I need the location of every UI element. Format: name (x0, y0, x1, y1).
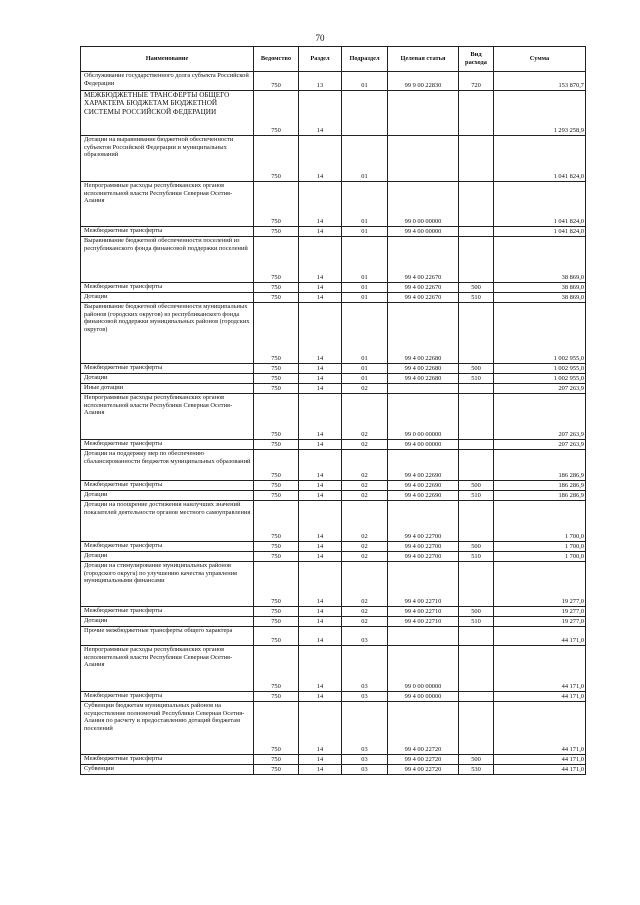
row-department: 750 (254, 755, 299, 765)
row-expense-type (459, 562, 494, 607)
row-target-article: 99 4 00 22690 (388, 450, 459, 481)
row-name: Субвенции бюджетам муниципальных районов на осуществление полномочий Республики Северная Осетия-Алания по расчету и предоставлению дотаций бюджетам поселений (81, 702, 254, 755)
row-expense-type: 500 (459, 607, 494, 617)
row-name: Непрограммные расходы республиканских органов исполнительной власти Республики Северная Осетия-Алания (81, 394, 254, 440)
row-section: 14 (299, 542, 342, 552)
table-row (81, 293, 586, 303)
row-subsection: 02 (342, 542, 388, 552)
row-section: 14 (299, 364, 342, 374)
header-section: Раздел (299, 47, 342, 72)
row-name: Непрограммные расходы республиканских органов исполнительной власти Республики Северная Осетия-Алания (81, 182, 254, 227)
row-subsection: 02 (342, 440, 388, 450)
row-amount: 207 263,9 (494, 384, 586, 394)
row-expense-type: 530 (459, 765, 494, 775)
table-row (81, 136, 586, 182)
table-row (81, 450, 586, 481)
table-row (81, 481, 586, 491)
row-amount: 1 700,0 (494, 501, 586, 542)
row-department: 750 (254, 692, 299, 702)
row-section: 14 (299, 91, 342, 136)
row-expense-type (459, 227, 494, 237)
row-department: 750 (254, 617, 299, 627)
row-amount: 19 277,0 (494, 562, 586, 607)
row-amount: 1 002 955,0 (494, 374, 586, 384)
row-section: 14 (299, 552, 342, 562)
row-amount: 1 700,0 (494, 542, 586, 552)
row-department: 750 (254, 450, 299, 481)
budget-table (80, 46, 586, 775)
row-section: 14 (299, 374, 342, 384)
row-subsection: 02 (342, 450, 388, 481)
row-department: 750 (254, 283, 299, 293)
row-department: 750 (254, 440, 299, 450)
row-department: 750 (254, 501, 299, 542)
row-subsection: 02 (342, 617, 388, 627)
row-department: 750 (254, 607, 299, 617)
row-department: 750 (254, 481, 299, 491)
table-row (81, 617, 586, 627)
row-section: 14 (299, 227, 342, 237)
table-row (81, 440, 586, 450)
table-row (81, 542, 586, 552)
row-target-article: 99 4 00 22690 (388, 481, 459, 491)
row-department: 750 (254, 303, 299, 364)
table-row (81, 607, 586, 617)
row-department: 750 (254, 364, 299, 374)
row-section: 14 (299, 384, 342, 394)
table-row (81, 646, 586, 692)
row-target-article (388, 136, 459, 182)
table-row (81, 303, 586, 364)
row-target-article: 99 0 00 00000 (388, 182, 459, 227)
row-subsection: 01 (342, 374, 388, 384)
row-amount: 1 041 824,0 (494, 227, 586, 237)
table-row (81, 562, 586, 607)
row-section: 14 (299, 702, 342, 755)
row-section: 14 (299, 491, 342, 501)
row-department: 750 (254, 72, 299, 91)
row-subsection: 01 (342, 182, 388, 227)
table-header (81, 47, 586, 72)
row-amount: 44 171,0 (494, 755, 586, 765)
row-amount: 186 286,9 (494, 450, 586, 481)
row-subsection (342, 91, 388, 136)
table-row (81, 765, 586, 775)
row-expense-type (459, 182, 494, 227)
table-row (81, 394, 586, 440)
row-target-article: 99 4 00 22700 (388, 552, 459, 562)
row-subsection: 01 (342, 303, 388, 364)
row-expense-type: 510 (459, 293, 494, 303)
table-row (81, 384, 586, 394)
table-row (81, 91, 586, 136)
row-name: Обслуживание государственного долга субъекта Российской Федерации (81, 72, 254, 91)
row-subsection: 02 (342, 394, 388, 440)
row-subsection: 02 (342, 562, 388, 607)
row-subsection: 02 (342, 552, 388, 562)
row-expense-type (459, 692, 494, 702)
row-subsection: 03 (342, 765, 388, 775)
row-name: Межбюджетные трансферты (81, 481, 254, 491)
header-target-article: Целевая статья (388, 47, 459, 72)
row-expense-type: 510 (459, 374, 494, 384)
row-expense-type: 500 (459, 283, 494, 293)
row-target-article: 99 0 00 00000 (388, 646, 459, 692)
row-target-article: 99 4 00 22680 (388, 364, 459, 374)
row-name: Выравнивание бюджетной обеспеченности поселений из республиканского фонда финансовой поддержки поселений (81, 237, 254, 283)
row-department: 750 (254, 374, 299, 384)
row-expense-type (459, 384, 494, 394)
row-name: Дотации на выравнивание бюджетной обеспеченности субъектов Российской Федерации и муниципальных образований (81, 136, 254, 182)
table-row (81, 552, 586, 562)
row-name: Дотации (81, 374, 254, 384)
row-name: Дотации (81, 552, 254, 562)
row-name: Непрограммные расходы республиканских органов исполнительной власти Республики Северная Осетия-Алания (81, 646, 254, 692)
row-expense-type (459, 303, 494, 364)
row-expense-type (459, 646, 494, 692)
table-row (81, 182, 586, 227)
row-department: 750 (254, 765, 299, 775)
row-expense-type: 500 (459, 364, 494, 374)
row-expense-type (459, 450, 494, 481)
row-name: Иные дотации (81, 384, 254, 394)
table-row (81, 702, 586, 755)
row-subsection: 01 (342, 227, 388, 237)
row-department: 750 (254, 702, 299, 755)
table-row (81, 364, 586, 374)
row-expense-type (459, 440, 494, 450)
row-expense-type (459, 237, 494, 283)
row-section: 14 (299, 692, 342, 702)
row-section: 14 (299, 303, 342, 364)
row-section: 14 (299, 646, 342, 692)
row-target-article: 99 4 00 22670 (388, 293, 459, 303)
row-target-article (388, 384, 459, 394)
row-name: Межбюджетные трансферты (81, 440, 254, 450)
row-amount: 38 869,0 (494, 293, 586, 303)
row-name: МЕЖБЮДЖЕТНЫЕ ТРАНСФЕРТЫ ОБЩЕГО ХАРАКТЕРА БЮДЖЕТАМ БЮДЖЕТНОЙ СИСТЕМЫ РОССИЙСКОЙ ФЕДЕРАЦИИ (81, 91, 254, 136)
row-name: Дотации на поощрение достижения наилучших значений показателей деятельности органов местного самоуправления (81, 501, 254, 542)
row-subsection: 01 (342, 72, 388, 91)
row-subsection: 02 (342, 491, 388, 501)
row-expense-type (459, 702, 494, 755)
row-expense-type: 510 (459, 491, 494, 501)
row-expense-type (459, 394, 494, 440)
row-amount: 1 002 955,0 (494, 303, 586, 364)
row-subsection: 01 (342, 237, 388, 283)
row-target-article: 99 4 00 22710 (388, 562, 459, 607)
row-amount: 44 171,0 (494, 692, 586, 702)
row-target-article: 99 4 00 22720 (388, 765, 459, 775)
table-row (81, 692, 586, 702)
row-target-article (388, 627, 459, 646)
row-name: Прочие межбюджетные трансферты общего характера (81, 627, 254, 646)
row-name: Межбюджетные трансферты (81, 283, 254, 293)
row-section: 14 (299, 293, 342, 303)
row-section: 14 (299, 607, 342, 617)
row-target-article (388, 91, 459, 136)
table-row (81, 237, 586, 283)
header-row (81, 47, 586, 72)
row-name: Межбюджетные трансферты (81, 364, 254, 374)
row-subsection: 01 (342, 364, 388, 374)
row-target-article: 99 4 00 22720 (388, 702, 459, 755)
row-target-article: 99 9 00 22830 (388, 72, 459, 91)
row-expense-type (459, 91, 494, 136)
row-department: 750 (254, 491, 299, 501)
row-name: Выравнивание бюджетной обеспеченности муниципальных районов (городских округов) из республиканского фонда финансовой поддержки муниципальных районов (городских округов) (81, 303, 254, 364)
table-row (81, 227, 586, 237)
row-department: 750 (254, 562, 299, 607)
row-amount: 44 171,0 (494, 627, 586, 646)
row-section: 14 (299, 440, 342, 450)
row-name: Дотации (81, 617, 254, 627)
row-subsection: 03 (342, 627, 388, 646)
row-amount: 38 869,0 (494, 237, 586, 283)
row-department: 750 (254, 182, 299, 227)
row-expense-type: 500 (459, 755, 494, 765)
row-department: 750 (254, 552, 299, 562)
header-department: Ведомство (254, 47, 299, 72)
row-section: 14 (299, 755, 342, 765)
row-name: Межбюджетные трансферты (81, 692, 254, 702)
row-amount: 1 700,0 (494, 552, 586, 562)
row-expense-type: 510 (459, 552, 494, 562)
row-subsection: 03 (342, 692, 388, 702)
row-target-article: 99 4 00 22670 (388, 237, 459, 283)
row-section: 14 (299, 627, 342, 646)
row-subsection: 02 (342, 607, 388, 617)
header-name: Наименование (81, 47, 254, 72)
row-amount: 186 286,9 (494, 491, 586, 501)
row-subsection: 01 (342, 136, 388, 182)
header-amount: Сумма (494, 47, 586, 72)
row-subsection: 03 (342, 755, 388, 765)
row-name: Дотации (81, 293, 254, 303)
row-name: Межбюджетные трансферты (81, 607, 254, 617)
table-body (81, 72, 586, 775)
header-expense-type: Вид расхода (459, 47, 494, 72)
row-section: 14 (299, 394, 342, 440)
table-row (81, 283, 586, 293)
row-department: 750 (254, 627, 299, 646)
row-department: 750 (254, 394, 299, 440)
row-department: 750 (254, 384, 299, 394)
row-target-article: 99 4 00 22700 (388, 542, 459, 552)
row-department: 750 (254, 293, 299, 303)
row-expense-type: 500 (459, 481, 494, 491)
row-department: 750 (254, 136, 299, 182)
row-target-article: 99 4 00 22680 (388, 374, 459, 384)
row-section: 14 (299, 617, 342, 627)
table-row (81, 491, 586, 501)
row-section: 14 (299, 237, 342, 283)
row-target-article: 99 4 00 22690 (388, 491, 459, 501)
row-amount: 1 041 824,0 (494, 182, 586, 227)
row-name: Дотации (81, 491, 254, 501)
row-department: 750 (254, 227, 299, 237)
row-amount: 19 277,0 (494, 607, 586, 617)
row-expense-type (459, 501, 494, 542)
row-subsection: 02 (342, 481, 388, 491)
row-target-article: 99 4 00 00000 (388, 440, 459, 450)
row-department: 750 (254, 542, 299, 552)
row-subsection: 02 (342, 384, 388, 394)
row-target-article: 99 0 00 00000 (388, 394, 459, 440)
row-amount: 207 263,9 (494, 394, 586, 440)
row-target-article: 99 4 00 22670 (388, 283, 459, 293)
row-expense-type: 510 (459, 617, 494, 627)
row-expense-type (459, 136, 494, 182)
table-row (81, 501, 586, 542)
row-section: 14 (299, 562, 342, 607)
row-section: 14 (299, 501, 342, 542)
row-target-article: 99 4 00 00000 (388, 227, 459, 237)
row-name: Дотации на стимулирование муниципальных районов (городского округа) по улучшению качества управления муниципальными финансами (81, 562, 254, 607)
page-number: 70 (315, 33, 325, 43)
row-name: Межбюджетные трансферты (81, 755, 254, 765)
row-section: 14 (299, 182, 342, 227)
row-amount: 44 171,0 (494, 702, 586, 755)
row-amount: 153 870,7 (494, 72, 586, 91)
row-section: 14 (299, 450, 342, 481)
row-name: Дотации на поддержку мер по обеспечению сбалансированности бюджетов муниципальных образований (81, 450, 254, 481)
row-target-article: 99 4 00 22700 (388, 501, 459, 542)
row-amount: 1 002 955,0 (494, 364, 586, 374)
row-amount: 44 171,0 (494, 646, 586, 692)
row-target-article: 99 4 00 22720 (388, 755, 459, 765)
header-subsection: Подраздел (342, 47, 388, 72)
row-section: 14 (299, 136, 342, 182)
row-expense-type (459, 627, 494, 646)
row-department: 750 (254, 237, 299, 283)
row-name: Субвенции (81, 765, 254, 775)
row-subsection: 01 (342, 283, 388, 293)
row-section: 14 (299, 283, 342, 293)
row-subsection: 01 (342, 293, 388, 303)
row-target-article: 99 4 00 00000 (388, 692, 459, 702)
row-target-article: 99 4 00 22710 (388, 607, 459, 617)
row-amount: 44 171,0 (494, 765, 586, 775)
row-amount: 186 286,9 (494, 481, 586, 491)
table-row (81, 72, 586, 91)
row-subsection: 03 (342, 702, 388, 755)
table-row (81, 374, 586, 384)
row-section: 14 (299, 481, 342, 491)
row-amount: 207 263,9 (494, 440, 586, 450)
row-amount: 19 277,0 (494, 617, 586, 627)
row-name: Межбюджетные трансферты (81, 227, 254, 237)
row-amount: 38 869,0 (494, 283, 586, 293)
row-section: 14 (299, 765, 342, 775)
table-row (81, 627, 586, 646)
row-expense-type: 500 (459, 542, 494, 552)
row-subsection: 02 (342, 501, 388, 542)
row-target-article: 99 4 00 22710 (388, 617, 459, 627)
row-amount: 1 293 258,9 (494, 91, 586, 136)
row-expense-type: 720 (459, 72, 494, 91)
row-section: 13 (299, 72, 342, 91)
row-amount: 1 041 824,0 (494, 136, 586, 182)
table-row (81, 755, 586, 765)
row-department: 750 (254, 91, 299, 136)
row-name: Межбюджетные трансферты (81, 542, 254, 552)
row-department: 750 (254, 646, 299, 692)
row-target-article: 99 4 00 22680 (388, 303, 459, 364)
row-subsection: 03 (342, 646, 388, 692)
